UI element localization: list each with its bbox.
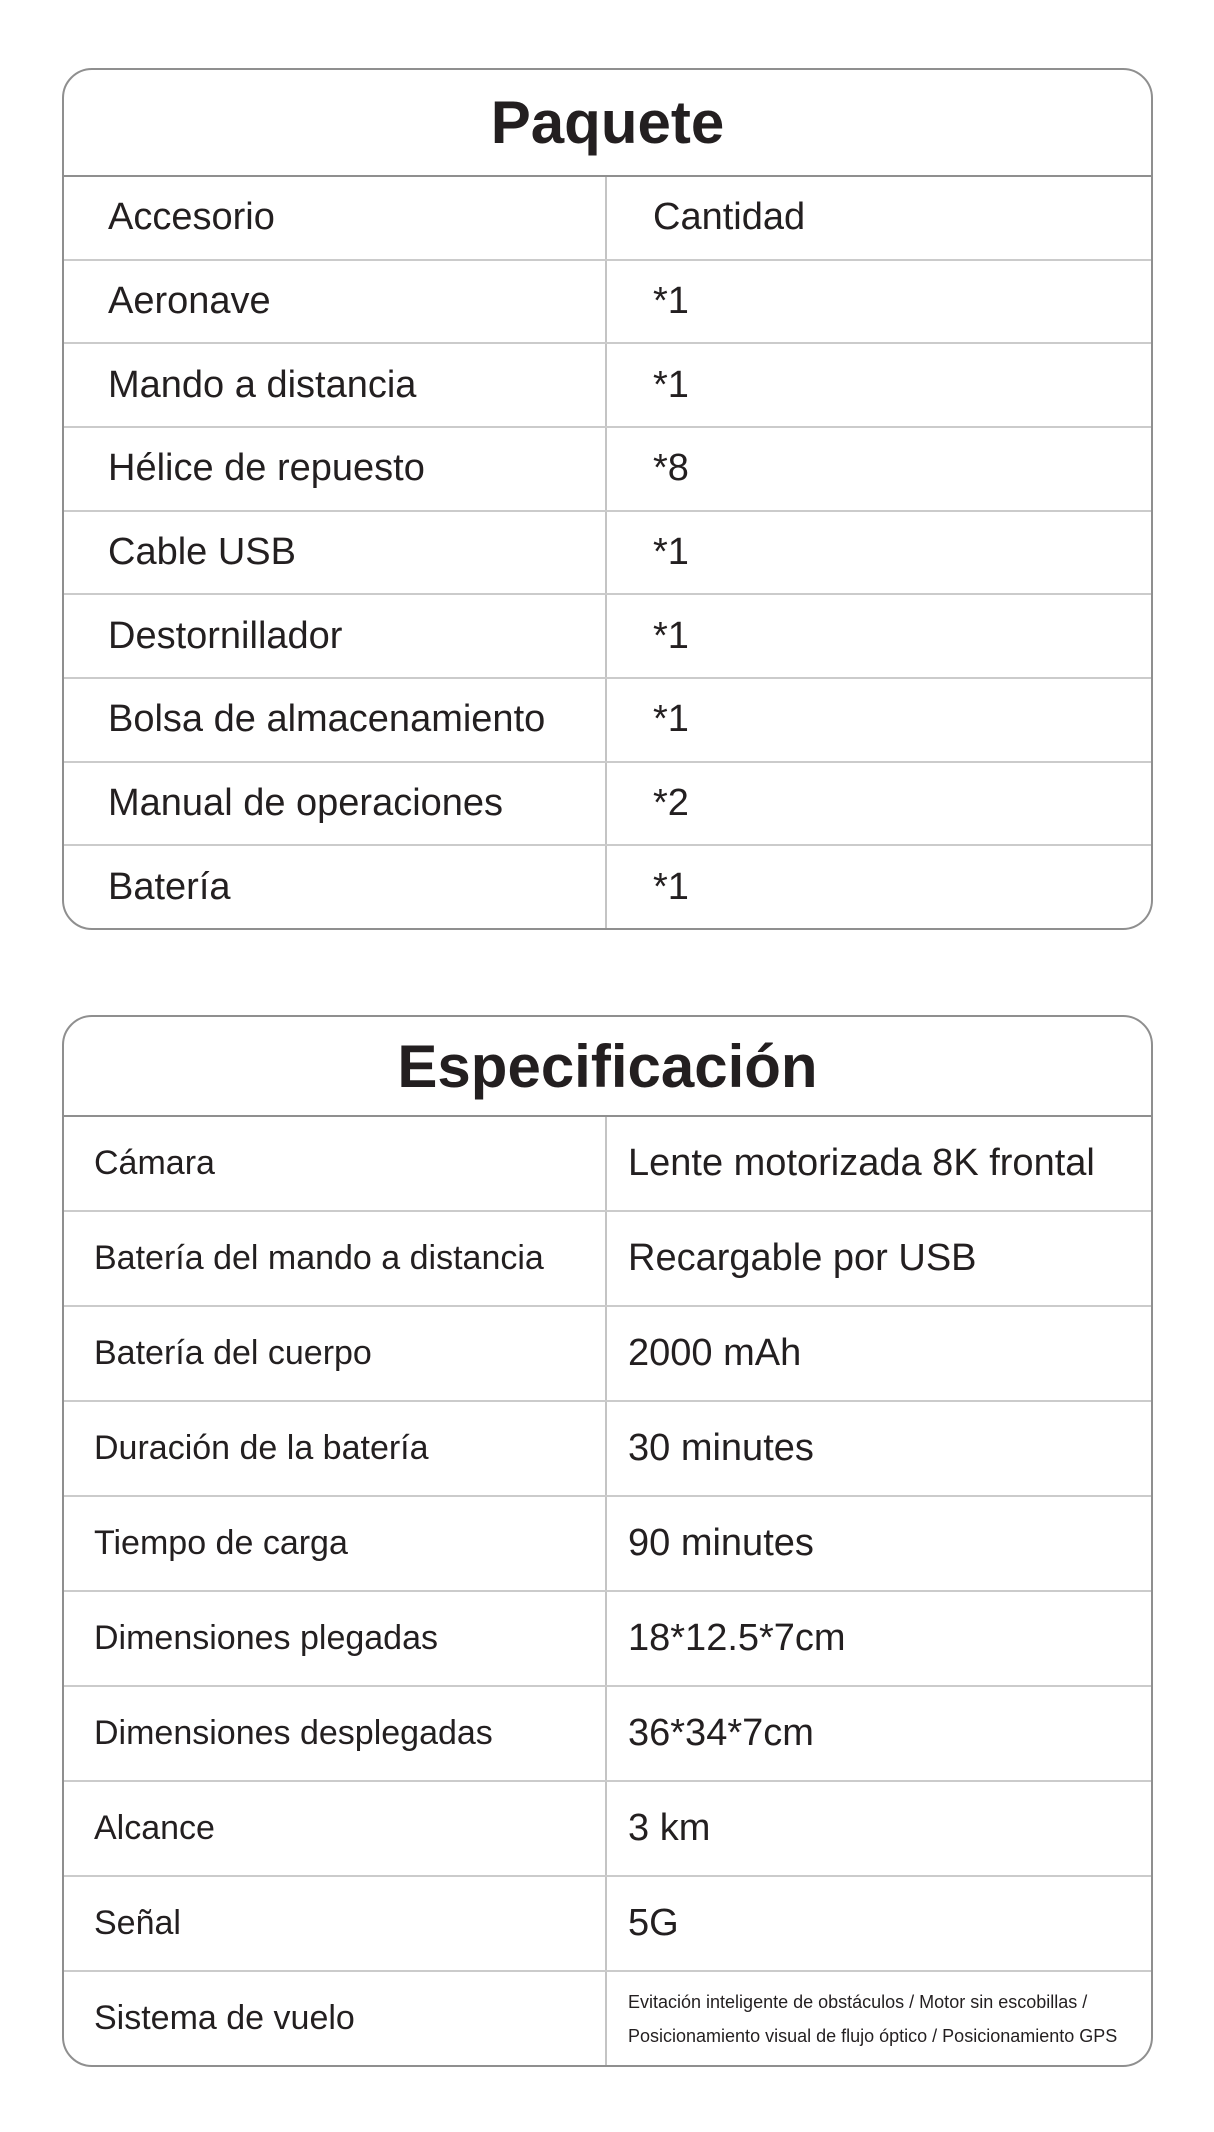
table-row <box>64 1972 1151 2065</box>
spec-label: Cámara <box>64 1117 607 1210</box>
package-item-label: Destornillador <box>64 595 607 677</box>
table-row <box>64 1402 1151 1497</box>
package-item-quantity: *1 <box>653 698 689 741</box>
specification-table <box>62 1015 1153 2067</box>
spec-value: 30 minutes <box>628 1427 814 1469</box>
spec-value: 18*12.5*7cm <box>628 1617 846 1659</box>
package-item-quantity: *8 <box>653 447 689 490</box>
table-row <box>64 595 1151 679</box>
package-item-quantity: *1 <box>653 865 689 908</box>
table-row <box>64 1592 1151 1687</box>
package-item-label: Mando a distancia <box>64 344 607 426</box>
package-table-rows <box>64 177 1151 928</box>
spec-label: Tiempo de carga <box>64 1497 607 1590</box>
table-row <box>64 261 1151 345</box>
package-table-title: Paquete <box>64 70 1151 177</box>
package-header-quantity: Cantidad <box>653 196 806 239</box>
package-item-label: Aeronave <box>64 261 607 343</box>
package-item-label: Hélice de repuesto <box>64 428 607 510</box>
spec-value: Recargable por USB <box>628 1237 977 1279</box>
package-item-label: Bolsa de almacenamiento <box>64 679 607 761</box>
table-row <box>64 1877 1151 1972</box>
spec-label: Batería del cuerpo <box>64 1307 607 1400</box>
specification-table-rows <box>64 1117 1151 2065</box>
package-table <box>62 68 1153 930</box>
spec-value: 2000 mAh <box>628 1332 802 1374</box>
spec-value: 90 minutes <box>628 1522 814 1564</box>
table-row <box>64 1497 1151 1592</box>
spec-value-line-1: Evitación inteligente de obstáculos / Motor sin escobillas / <box>628 1991 1088 2012</box>
spec-value: Lente motorizada 8K frontal <box>628 1142 1095 1184</box>
package-item-quantity: *2 <box>653 782 689 825</box>
table-row <box>64 1117 1151 1212</box>
specification-table-title: Especificación <box>64 1017 1151 1117</box>
spec-value-flight-system <box>607 1972 1151 2065</box>
table-row <box>64 344 1151 428</box>
spec-value: 5G <box>628 1902 679 1944</box>
spec-label: Duración de la batería <box>64 1402 607 1495</box>
table-row <box>64 428 1151 512</box>
table-row <box>64 1687 1151 1782</box>
table-row <box>64 1212 1151 1307</box>
table-row <box>64 679 1151 763</box>
package-item-quantity: *1 <box>653 363 689 406</box>
spec-label: Dimensiones desplegadas <box>64 1687 607 1780</box>
table-row <box>64 512 1151 596</box>
package-header-row <box>64 177 1151 261</box>
spec-value: 3 km <box>628 1807 711 1849</box>
spec-label: Batería del mando a distancia <box>64 1212 607 1305</box>
package-item-label: Cable USB <box>64 512 607 594</box>
spec-label: Señal <box>64 1877 607 1970</box>
package-item-quantity: *1 <box>653 531 689 574</box>
table-row <box>64 763 1151 847</box>
package-header-accessory: Accesorio <box>64 177 607 259</box>
spec-label: Alcance <box>64 1782 607 1875</box>
spec-label: Sistema de vuelo <box>64 1972 607 2065</box>
table-row <box>64 1307 1151 1402</box>
package-item-quantity: *1 <box>653 280 689 322</box>
package-item-quantity: *1 <box>653 614 689 657</box>
table-row <box>64 1782 1151 1877</box>
spec-label: Dimensiones plegadas <box>64 1592 607 1685</box>
package-item-label: Batería <box>64 846 607 928</box>
package-item-label: Manual de operaciones <box>64 763 607 845</box>
table-row <box>64 846 1151 928</box>
spec-value-line-2: Posicionamiento visual de flujo óptico / Posicionamiento GPS <box>628 2025 1118 2046</box>
spec-value: 36*34*7cm <box>628 1712 814 1754</box>
